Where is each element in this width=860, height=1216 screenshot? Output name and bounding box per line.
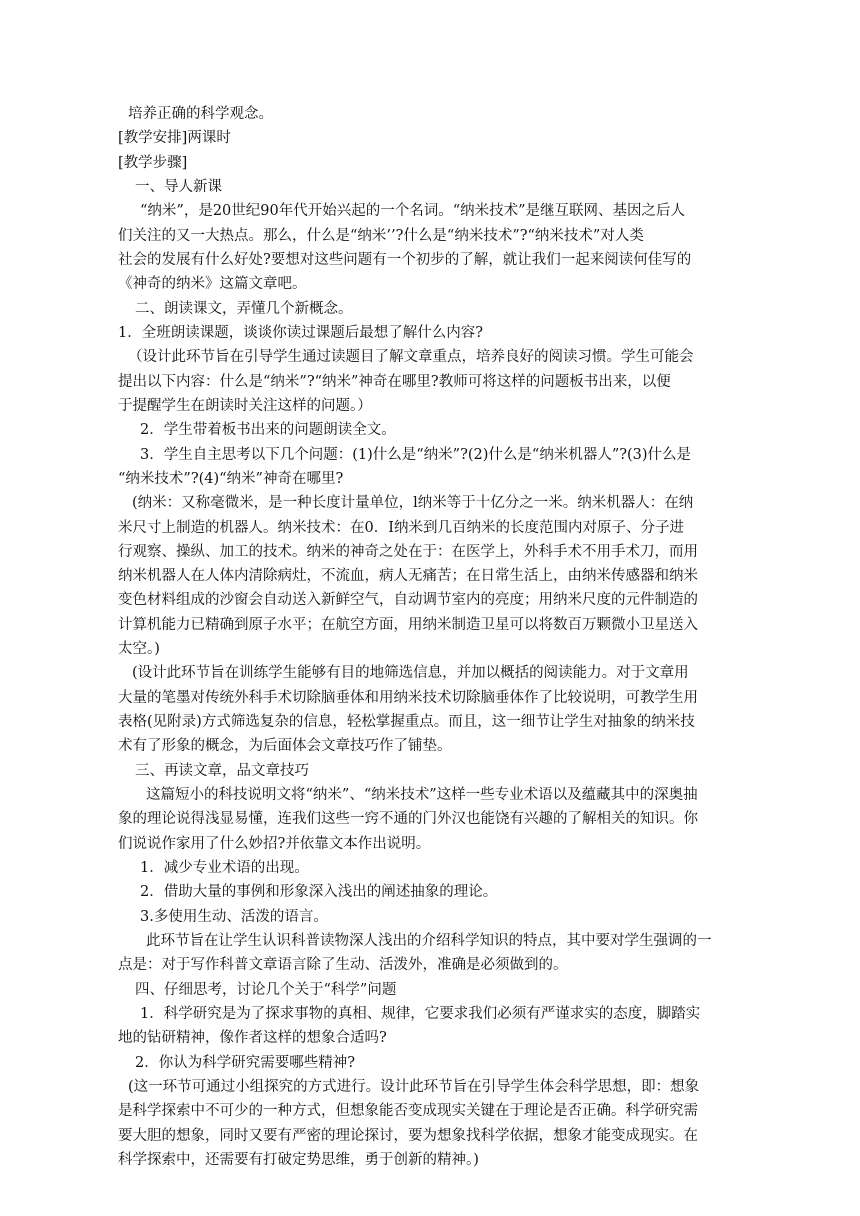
section-heading: 三、再读文章，品文章技巧: [135, 763, 309, 779]
text-line: （设计此环节旨在引导学生通过读题目了解文章重点，培养良好的阅读习惯。学生可能会: [128, 349, 694, 365]
text-line: 太空。): [118, 641, 160, 657]
text-line: 表格(见附录)方式筛选复杂的信息，轻松掌握重点。而且，这一细节让学生对抽象的纳米技: [118, 714, 695, 730]
text-line: 2．学生带着板书出来的问题朗读全文。: [140, 422, 396, 438]
text-line: 大量的笔墨对传统外科手术切除脑垂体和用纳米技术切除脑垂体作了比较说明，可教学生用: [118, 690, 698, 706]
text-line: (这一环节可通过小组探究的方式进行。设计此环节旨在引导学生体会科学思想，即：想象: [128, 1079, 700, 1095]
list-item: 1．减少专业术语的出现。: [140, 860, 309, 876]
text-line: 科学探索中，还需要有打破定势思维，勇于创新的精神。): [118, 1152, 479, 1168]
text-line: 社会的发展有什么好处?要想对这些问题有一个初步的了解，就让我们一起来阅读何佳写的: [118, 252, 692, 268]
section-heading: 四、仔细思考，讨论几个关于“科学”问题: [135, 982, 397, 998]
text-line: 《神奇的纳米》这篇文章吧。: [118, 276, 307, 292]
text-line: “纳米”，是20世纪90年代开始兴起的一个名词。“纳米技术”是继互联网、基因之后人: [140, 203, 686, 219]
text-line: (纳米：又称毫微米，是一种长度计量单位，l纳米等于十亿分之一米。纳米机器人：在纳: [132, 495, 694, 511]
text-line: 地的钻研精神，像作者这样的想象合适吗?: [118, 1030, 387, 1046]
section-heading: 一、导人新课: [135, 179, 222, 195]
text-line: 这篇短小的科技说明文将“纳米”、“纳米技术”这样一些专业术语以及蕴藏其中的深奥抽: [146, 787, 698, 803]
list-item: 3.多使用生动、活泼的语言。: [140, 909, 328, 925]
text-line: 提出以下内容：什么是“纳米”?“纳米”神奇在哪里?教师可将这样的问题板书出来，以便: [118, 374, 671, 390]
text-line: 术有了形象的概念，为后面体会文章技巧作了铺垫。: [118, 738, 452, 754]
text-line: 变色材料组成的沙窗会自动送入新鲜空气，自动调节室内的亮度；用纳米尺度的元件制造的: [118, 592, 698, 608]
text-line: 此环节旨在让学生认识科普读物深人浅出的介绍科学知识的特点，其中要对学生强调的一: [146, 933, 712, 949]
section-heading: [教学步骤]: [118, 155, 188, 171]
text-line: 是科学探索中不可少的一种方式，但想象能否变成现实关键在于理论是否正确。科学研究需: [118, 1103, 698, 1119]
text-line: 们关注的又一大热点。那么，什么是“纳米’’?什么是“纳米技术”?“纳米技术”对人类: [118, 228, 644, 244]
text-line: 于提醒学生在朗读时关注这样的问题。）: [118, 398, 372, 414]
text-line: [教学安排]两课时: [118, 130, 231, 146]
section-heading: 二、朗读课文，弄懂几个新概念。: [135, 301, 353, 317]
text-line: 1．全班朗读课题，谈谈你读过课题后最想了解什么内容?: [118, 325, 483, 341]
text-line: 计算机能力已精确到原子水平；在航空方面，用纳米制造卫星可以将数百万颗微小卫星送入: [118, 617, 698, 633]
list-item: 1．科学研究是为了探求事物的真相、规律，它要求我们必须有严谨求实的态度，脚踏实: [140, 1006, 701, 1022]
text-line: 们说说作家用了什么妙招?并依靠文本作出说明。: [118, 836, 431, 852]
text-line: 纳米机器人在人体内清除病灶，不流血，病人无痛苦；在日常生活上，由纳米传感器和纳米: [118, 568, 698, 584]
text-line: 要大胆的想象，同时又要有严密的理论探讨，要为想象找科学依据，想象才能变成现实。在: [118, 1128, 698, 1144]
text-line: 3．学生自主思考以下几个问题：(1)什么是“纳米”?(2)什么是“纳米机器人”?(3)什么是: [140, 447, 692, 463]
text-line: 米尺寸上制造的机器人。纳米技术：在0．I纳米到几百纳米的长度范围内对原子、分子进: [118, 520, 684, 536]
list-item: 2．你认为科学研究需要哪些精神?: [135, 1055, 355, 1071]
list-item: 2．借助大量的事例和形象深入浅出的阐述抽象的理论。: [140, 884, 498, 900]
text-line: 点是：对于写作科普文章语言除了生动、活泼外，准确是必须做到的。: [118, 957, 568, 973]
text-line: “纳米技术”?(4)“纳米”神奇在哪里?: [118, 471, 344, 487]
text-line: 行观察、操纵、加工的技术。纳米的神奇之处在于：在医学上，外科手术不用手术刀，而用: [118, 544, 698, 560]
text-line: 培养正确的科学观念。: [128, 106, 273, 122]
text-line: 象的理论说得浅显易懂，连我们这些一窍不通的门外汉也能饶有兴趣的了解相关的知识。你: [118, 811, 698, 827]
text-line: (设计此环节旨在训练学生能够有目的地筛选信息，并加以概括的阅读能力。对于文章用: [132, 665, 689, 681]
